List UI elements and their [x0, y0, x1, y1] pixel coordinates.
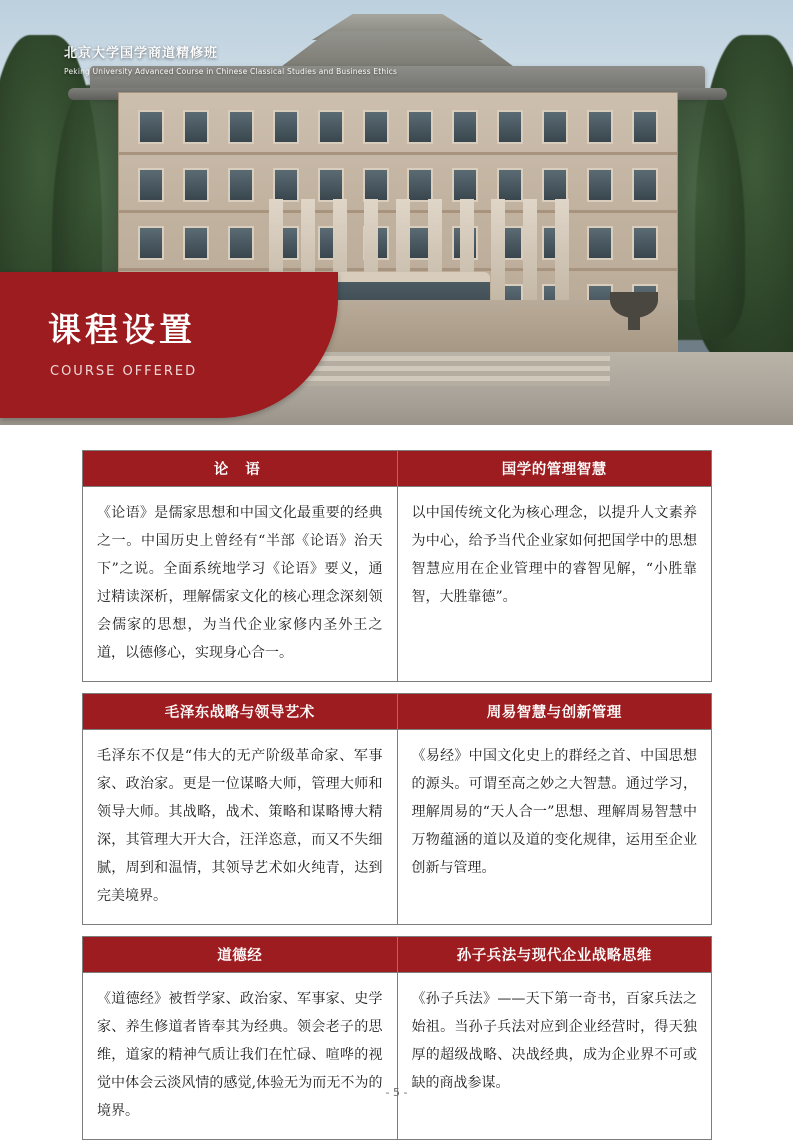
section-title-cn: 课程设置	[48, 310, 196, 349]
course-title-5: 孙子兵法与现代企业战略思维	[397, 937, 712, 973]
organization-title	[64, 42, 397, 76]
course-table	[82, 450, 712, 1140]
course-title-1: 国学的管理智慧	[397, 451, 712, 487]
course-body-0: 《论语》是儒家思想和中国文化最重要的经典之一。中国历史上曾经有“半部《论语》治天下”之说。全面系统地学习《论语》要义，通过精读深析，理解儒家文化的核心理念深刻领会儒家的思想，为当代企业家修内圣外王之道，以德修心，实现身心合一。	[83, 487, 398, 682]
course-title-2: 毛泽东战略与领导艺术	[83, 694, 398, 730]
table-row-header	[83, 937, 712, 973]
table-row-spacer	[83, 925, 712, 937]
table-row-body	[83, 730, 712, 925]
table-row-header	[83, 694, 712, 730]
course-body-3: 《易经》中国文化史上的群经之首、中国思想的源头。可谓至高之妙之大智慧。通过学习，理解周易的“天人合一”思想、理解周易智慧中万物蕴涵的道以及道的变化规律，运用至企业创新与管理。	[397, 730, 712, 925]
course-body-4: 《道德经》被哲学家、政治家、军事家、史学家、养生修道者皆奉其为经典。领会老子的思维，道家的精神气质让我们在忙碌、喧哗的视觉中体会云淡风情的感觉,体验无为而无不为的境界。	[83, 973, 398, 1140]
course-table-wrapper	[82, 450, 712, 1140]
course-title-0: 论 语	[83, 451, 398, 487]
organization-title-en: Peking University Advanced Course in Chinese Classical Studies and Business Ethics	[64, 67, 398, 76]
table-row-body	[83, 973, 712, 1140]
table-row-body	[83, 487, 712, 682]
course-title-3: 周易智慧与创新管理	[397, 694, 712, 730]
course-body-5: 《孙子兵法》——天下第一奇书，百家兵法之始祖。当孙子兵法对应到企业经营时，得天独厚的超级战略、决战经典，成为企业界不可或缺的商战参谋。	[397, 973, 712, 1140]
organization-title-cn: 北京大学国学商道精修班	[64, 46, 219, 61]
table-row-spacer	[83, 682, 712, 694]
course-body-1: 以中国传统文化为核心理念，以提升人文素养为中心，给予当代企业家如何把国学中的思想智慧应用在企业管理中的睿智见解，“小胜靠智，大胜靠德”。	[397, 487, 712, 682]
page-number: - 5 -	[385, 1086, 408, 1099]
table-row-header	[83, 451, 712, 487]
building-floor	[119, 101, 677, 155]
course-body-2: 毛泽东不仅是“伟大的无产阶级革命家、军事家、政治家。更是一位谋略大师，管理大师和领导大师。其战略，战术、策略和谋略博大精深，其管理大开大合，汪洋恣意，而又不失细腻，周到和温情，其领导艺术如火纯青，达到完美境界。	[83, 730, 398, 925]
section-title-en: COURSE OFFERED	[50, 364, 198, 379]
course-title-4: 道德经	[83, 937, 398, 973]
